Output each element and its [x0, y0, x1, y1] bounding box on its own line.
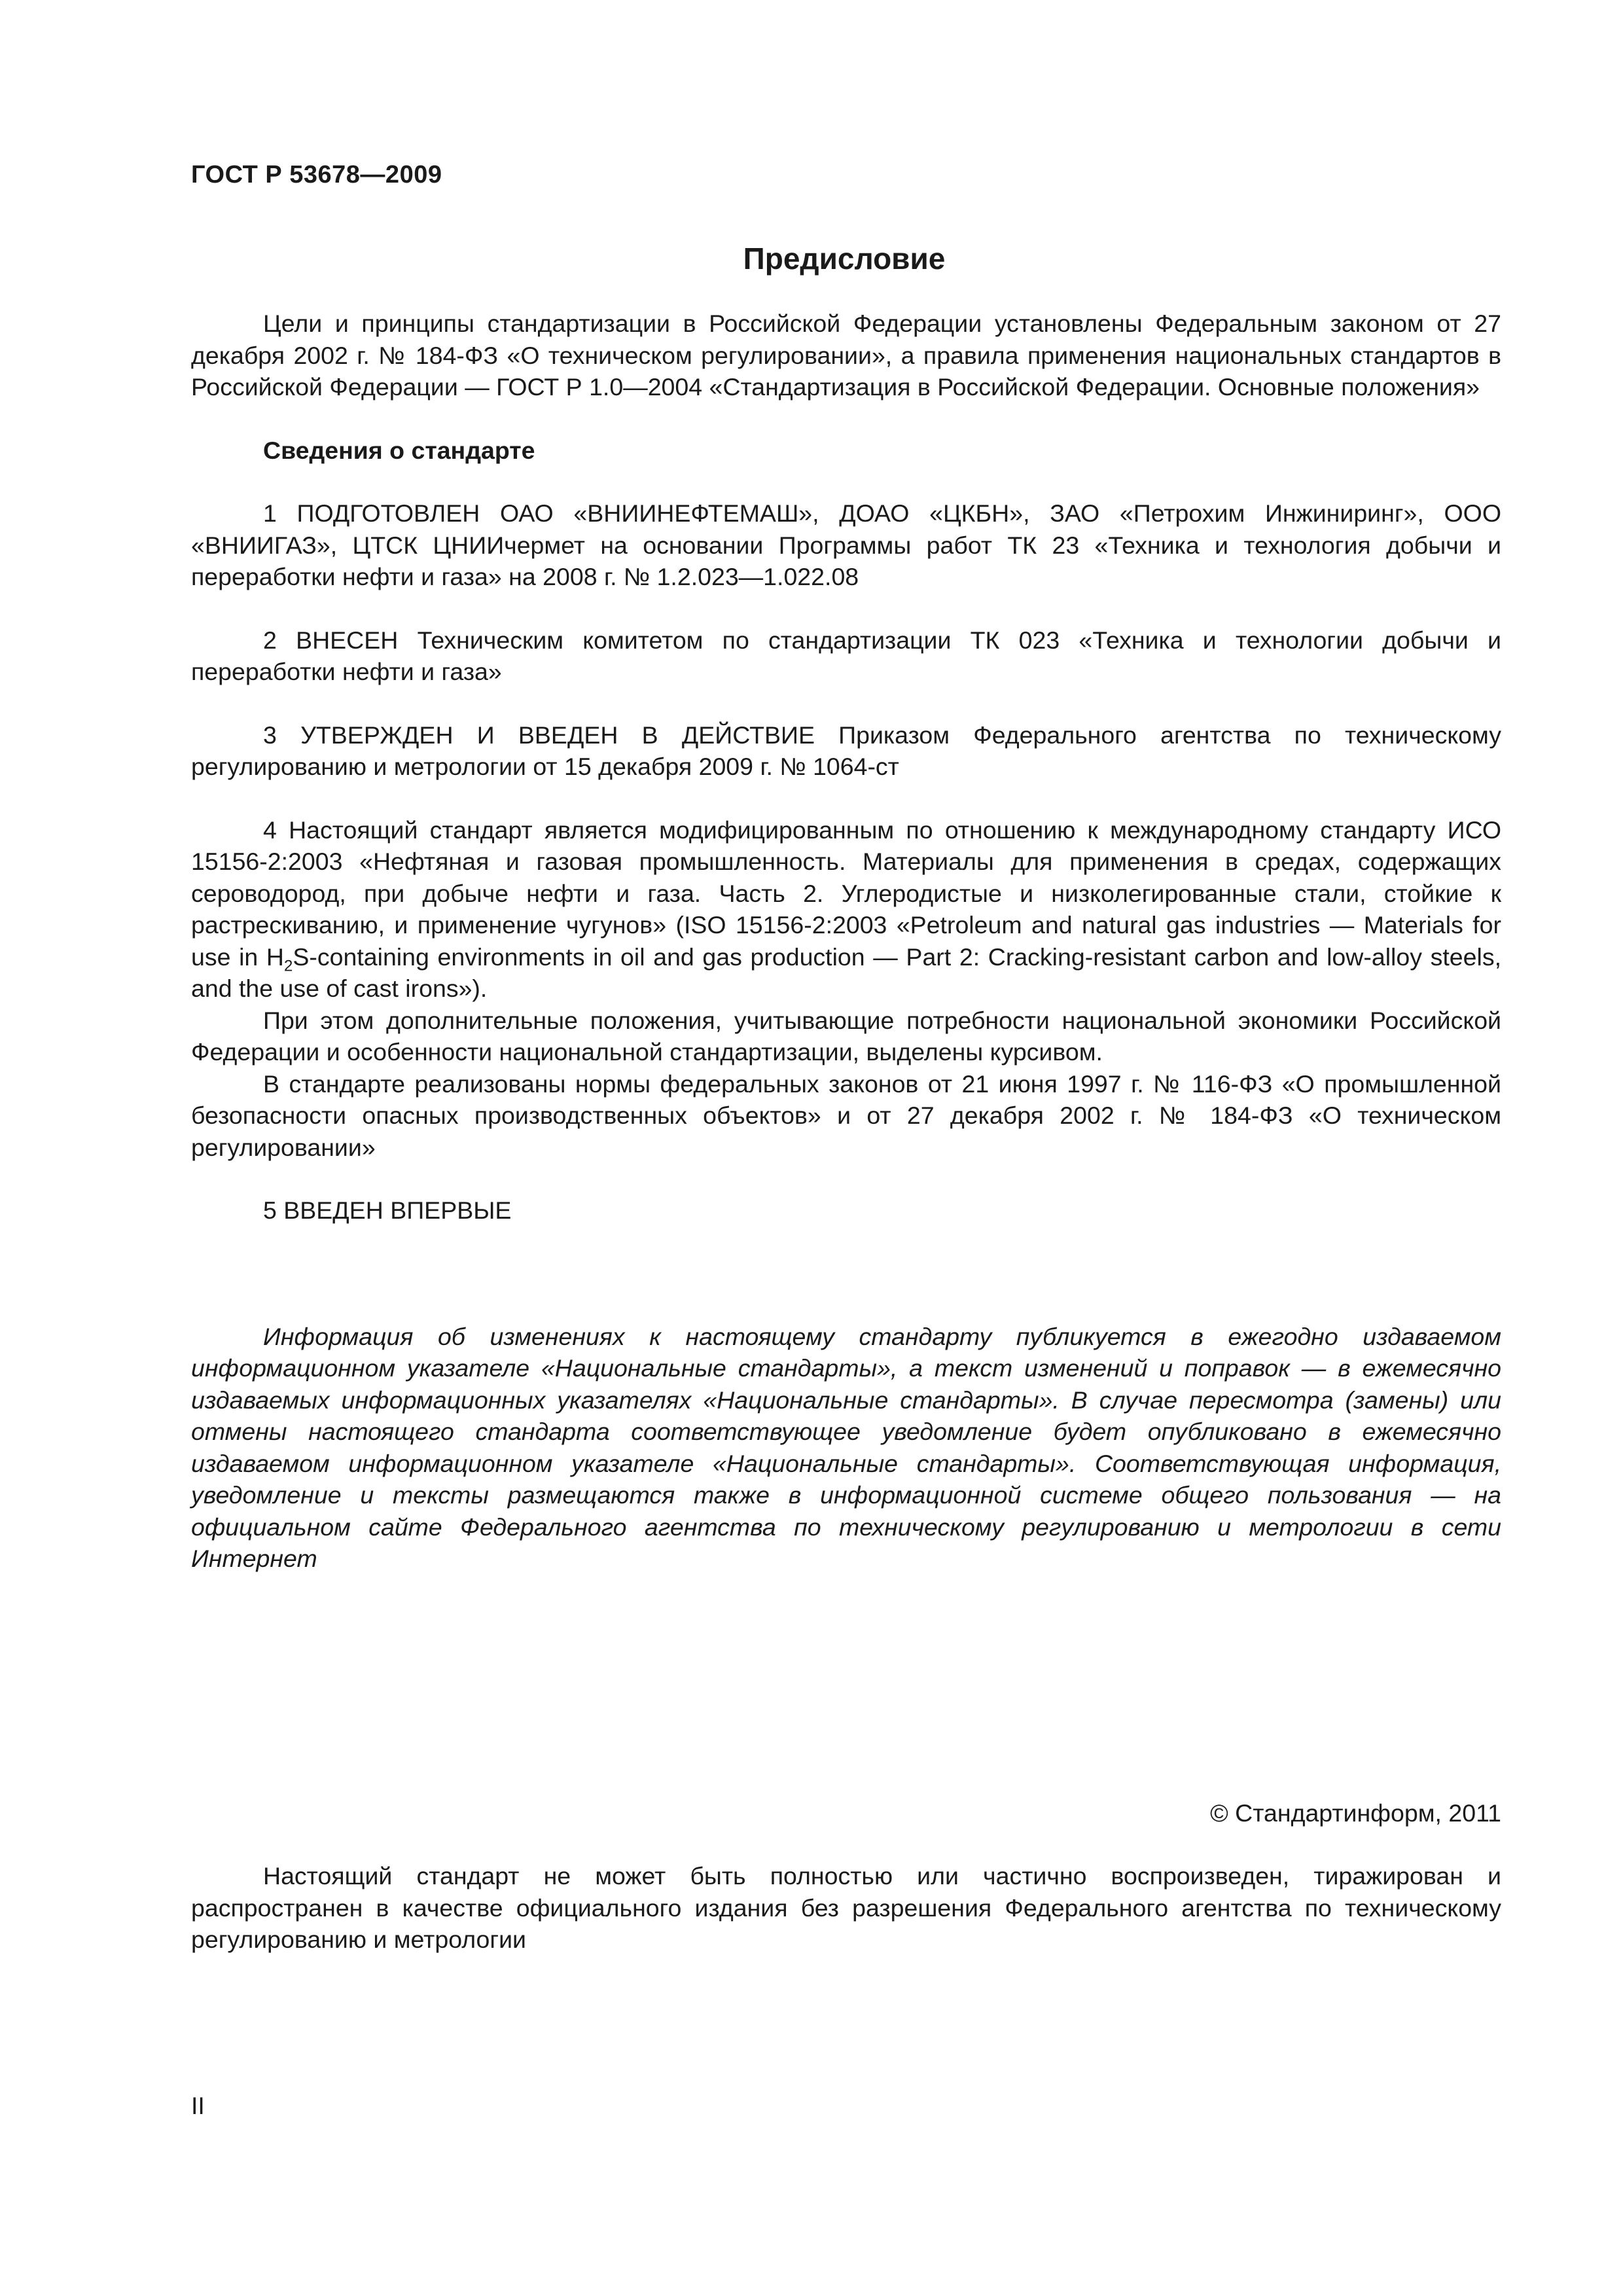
info-heading: Сведения о стандарте: [263, 436, 535, 464]
item-3: 3 УТВЕРЖДЕН И ВВЕДЕН В ДЕЙСТВИЕ Приказом Федерального агентства по техническому регулированию и метрологии от 15 декабря 2009 г. № 1064-ст: [191, 721, 1501, 780]
document-code: ГОСТ Р 53678—2009: [191, 161, 442, 188]
item-4-note-2: В стандарте реализованы нормы федеральных законов от 21 июня 1997 г. № 116-ФЗ «О промышленной безопасности опасных производственных объектов» и от 27 декабря 2002 г. № 184-ФЗ «О техническом регулировании»: [191, 1069, 1501, 1161]
changes-info-paragraph: Информация об изменениях к настоящему стандарту публикуется в ежегодно издаваемом информационном указателе «Национальные стандарты», а текст изменений и поправок — в ежемесячно издаваемых информационных указателях «Национальные стандарты». В случае пересмотра (замены) или отмены настоящего стандарта соответствующее уведомление будет опубликовано в ежемесячно издаваемом информационном указателе «Национальные стандарты». Соответствующая информация, уведомление и тексты размещаются также в информационной системе общего пользования — на официальном сайте Федерального агентства по техническому регулированию и метрологии в сети Интернет: [191, 1322, 1501, 1572]
page-number: II: [191, 2092, 205, 2119]
reproduction-notice: Настоящий стандарт не может быть полностью или частично воспроизведен, тиражирован и распространен в качестве официального издания без разрешения Федерального агентства по техническому регулированию и метрологии: [191, 1862, 1501, 1953]
intro-paragraph: Цели и принципы стандартизации в Российской Федерации установлены Федеральным законом от 27 декабря 2002 г. № 184-ФЗ «О техническом регулировании», а правила применения национальных стандартов в Российской Федерации — ГОСТ Р 1.0—2004 «Стандартизация в Российской Федерации. Основные положения»: [191, 310, 1501, 401]
h2s-subscript: 2: [284, 957, 293, 975]
item-4-text-b: S-containing environments in oil and gas production — Part 2: Cracking-resistant carbon and low-alloy steels, and the use of cast irons»).: [191, 942, 1501, 1002]
item-2: 2 ВНЕСЕН Техническим комитетом по стандартизации ТК 023 «Техника и технологии добычи и переработки нефти и газа»: [191, 626, 1501, 685]
item-4-text-a: 4 Настоящий стандарт является модифицированным по отношению к международному стандарту ИСО 15156-2:2003 «Нефтяная и газовая промышленность. Материалы для применения в средах, содержащих сероводород, при добыче нефти и газа. Часть 2. Углеродистые и низколегированные стали, стойкие к растрескиванию, и применение чугунов» (ISO 15156-2:2003 «Petroleum and natural gas industries — Materials for use in H: [191, 816, 1501, 971]
document-body: [191, 308, 1501, 1956]
page-title: Предисловие: [743, 242, 946, 276]
copyright-notice: © Стандартинформ, 2011: [1210, 1799, 1501, 1827]
item-4-note-1: При этом дополнительные положения, учитывающие потребности национальной экономики Российской Федерации и особенности национальной стандартизации, выделены курсивом.: [191, 1006, 1501, 1066]
item-1: 1 ПОДГОТОВЛЕН ОАО «ВНИИНЕФТЕМАШ», ДОАО «ЦКБН», ЗАО «Петрохим Инжиниринг», ООО «ВНИИГАЗ», ЦТСК ЦНИИчермет на основании Программы работ ТК 23 «Техника и технология добычи и переработки нефти и газа» на 2008 г. № 1.2.023—1.022.08: [191, 499, 1501, 590]
item-5: 5 ВВЕДЕН ВПЕРВЫЕ: [263, 1196, 512, 1224]
item-4: [191, 814, 1501, 1005]
